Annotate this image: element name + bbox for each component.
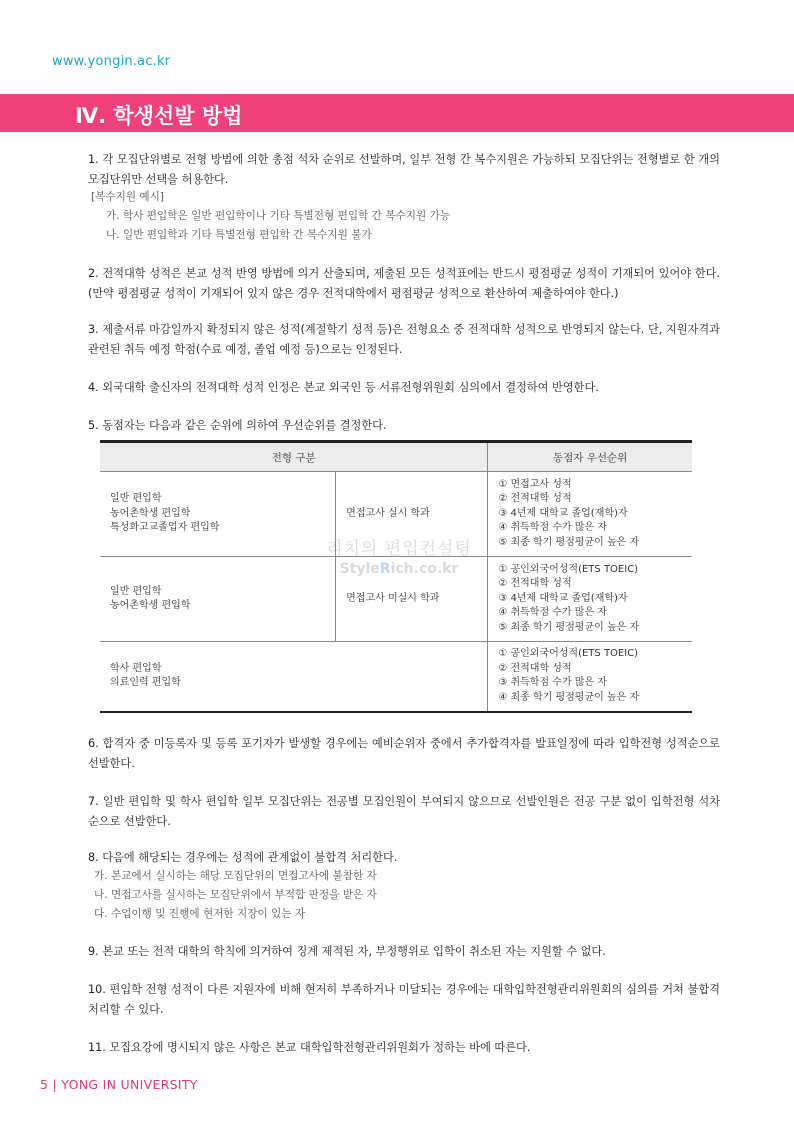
site-url[interactable]: www.yongin.ac.kr — [52, 54, 171, 69]
group-label: 농어촌학생 편입학 — [110, 507, 191, 519]
fail-case: 다. 수업이행 및 진행에 현저한 지장이 있는 자 — [94, 908, 306, 920]
tie-priority-table — [100, 440, 692, 713]
table-cell-groups — [100, 642, 488, 712]
item-11: 11. 모집요강에 명시되지 않은 사항은 본교 대학입학전형관리위원회가 정하는 바에 따른다. — [88, 1041, 531, 1054]
group-label: 의료인력 편입학 — [110, 677, 181, 689]
group-label: 농어촌학생 편입학 — [110, 600, 191, 611]
table-cell-sub: 면접고사 미실시 학과 — [336, 557, 488, 642]
table-cell-sub: 면접고사 실시 학과 — [336, 472, 488, 557]
fail-case: 나. 면접고사를 실시하는 모집단위에서 부적합 판정을 받은 자 — [94, 889, 377, 901]
group-label: 학사 편입학 — [110, 662, 162, 674]
priority-item: ⑤ 최종 학기 평점평균이 높은 자 — [498, 621, 640, 633]
item-9: 9. 본교 또는 전적 대학의 학칙에 의거하여 징계 제적된 자, 부정행위로 입학이 취소된 자는 지원할 수 없다. — [88, 945, 606, 958]
item-8: 8. 다음에 해당되는 경우에는 성적에 관계없이 불합격 처리한다. — [88, 851, 398, 864]
table-cell-priority — [488, 557, 692, 642]
table-cell-groups — [100, 472, 336, 557]
example-line: 나. 일반 편입학과 기타 특별전형 편입학 간 복수지원 불가 — [106, 229, 372, 241]
priority-item: ② 전적대학 성적 — [498, 662, 572, 674]
priority-item: ③ 4년제 대학교 졸업(재학)자 — [498, 592, 628, 604]
example-label: [복수지원 예시] — [91, 191, 165, 203]
fail-cases — [94, 867, 714, 924]
priority-item: ④ 최종 학기 평점평균이 높은 자 — [498, 691, 640, 703]
item-4: 4. 외국대학 출신자의 전적대학 성적 인정은 본교 외국인 등 서류전형위원회 심의에서 결정하여 반영한다. — [88, 381, 599, 394]
table-header-type: 전형 구분 — [100, 442, 488, 472]
watermark-part: R — [379, 561, 391, 577]
priority-item: ④ 취득학점 수가 많은 자 — [498, 607, 607, 619]
priority-item: ⑤ 최종 학기 평점평균이 높은 자 — [498, 536, 640, 548]
example-line: 가. 학사 편입학은 일반 편입학이나 기타 특별전형 편입학 간 복수지원 가능 — [106, 210, 451, 222]
page-footer: 5 | YONG IN UNIVERSITY — [40, 1077, 198, 1092]
item-5: 5. 동점자는 다음과 같은 순위에 의하여 우선순위를 결정한다. — [88, 419, 387, 432]
section-banner — [0, 94, 794, 132]
table-row — [100, 472, 692, 557]
item-1: 1. 각 모집단위별로 전형 방법에 의한 총점 석차 순위로 선발하며, 일부 전형 간 복수지원은 가능하되 모집단위는 전형별로 한 개의 모집단위만 선택을 허용한다. — [88, 153, 720, 186]
table-cell-priority — [488, 642, 692, 712]
table-cell-priority — [488, 472, 692, 557]
table-header-priority: 동점자 우선순위 — [488, 442, 692, 472]
priority-item: ① 면접고사 성적 — [498, 478, 572, 490]
item-2: 2. 전적대학 성적은 본교 성적 반영 방법에 의거 산출되며, 제출된 모든 성적표에는 반드시 평점평균 성적이 기재되어 있어야 한다.(만약 평점평균 성적이 기재되어 있지 않은 경우 전적대학에서 평점평균 성적으로 환산하여 제출하여야 한다.) — [88, 267, 720, 300]
item-7: 7. 일반 편입학 및 학사 편입학 일부 모집단위는 전공별 모집인원이 부여되지 않으므로 선발인원은 전공 구분 없이 입학전형 석차순으로 선발한다. — [88, 795, 720, 828]
priority-item: ④ 취득학점 수가 많은 자 — [498, 522, 607, 534]
group-label: 특성화고교졸업자 편입학 — [110, 522, 220, 534]
item-6: 6. 합격자 중 미등록자 및 등록 포기자가 발생할 경우에는 예비순위자 중에서 추가합격자를 발표일정에 따라 입학전형 성적순으로 선발한다. — [88, 737, 720, 770]
priority-item: ③ 4년제 대학교 졸업(재학)자 — [498, 507, 628, 519]
priority-item: ① 공인외국어성적(ETS TOEIC) — [498, 563, 639, 575]
item-10: 10. 편입학 전형 성적이 다른 지원자에 비해 현저히 부족하거나 미달되는 경우에는 대학입학전형관리위원회의 심의를 거쳐 불합격 처리할 수 있다. — [88, 983, 720, 1016]
watermark-part: Style — [339, 561, 380, 577]
watermark-korean: 리치의 편입컨설팅 — [326, 539, 472, 559]
priority-item: ① 공인외국어성적(ETS TOEIC) — [498, 648, 639, 660]
section-title: Ⅳ. 학생선발 방법 — [75, 104, 243, 128]
watermark-part: ich.co.kr — [390, 561, 459, 577]
table-row — [100, 642, 692, 712]
item-3: 3. 제출서류 마감일까지 확정되지 않은 성적(계절학기 성적 등)은 전형요소 중 전적대학 성적으로 반영되지 않는다. 단, 지원자격과 관련된 취득 예정 학점(수료 예정, 졸업 예정 등)으로는 인정된다. — [88, 323, 720, 356]
priority-item: ② 전적대학 성적 — [498, 578, 572, 590]
group-label: 일반 편입학 — [110, 493, 162, 505]
priority-item: ③ 취득학점 수가 많은 자 — [498, 677, 607, 689]
group-label: 일반 편입학 — [110, 585, 162, 597]
table-row — [100, 557, 692, 642]
table-cell-groups — [100, 557, 336, 642]
example-block — [88, 188, 708, 245]
fail-case: 가. 본교에서 실시하는 해당 모집단위의 면접고사에 불참한 자 — [94, 870, 377, 882]
priority-item: ② 전적대학 성적 — [498, 493, 572, 505]
